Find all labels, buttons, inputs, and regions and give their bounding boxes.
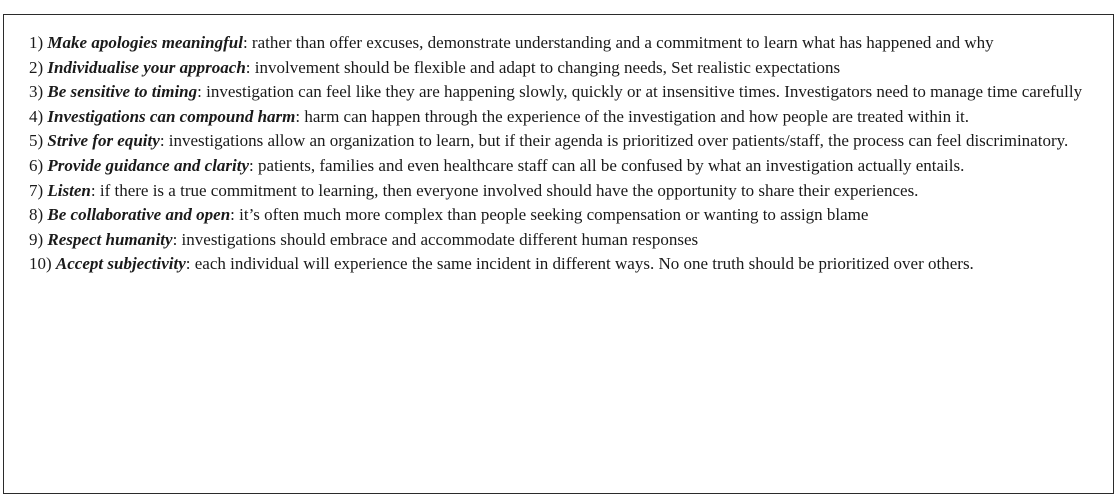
list-item [29, 129, 1097, 154]
item-title: Be collaborative and open [47, 205, 231, 225]
item-number: 4) [29, 106, 44, 126]
list-item [29, 179, 1097, 204]
item-title: Listen [47, 180, 91, 200]
item-title: Provide guidance and clarity [47, 155, 250, 175]
item-title: Individualise your approach [47, 57, 246, 77]
guidance-box [3, 14, 1114, 494]
list-item [29, 154, 1097, 179]
item-title: Respect humanity [47, 229, 173, 249]
item-number: 3) [29, 82, 44, 102]
list-item [29, 252, 1097, 277]
item-title: Make apologies meaningful [47, 33, 243, 52]
item-text: : if there is a true commitment to learning, then everyone involved should have the opportunity to share their experiences. [90, 180, 919, 200]
list-item [29, 228, 1097, 253]
item-text: : investigations should embrace and accommodate different human responses [172, 229, 699, 249]
item-number: 1) [29, 33, 44, 52]
item-number: 5) [29, 131, 44, 151]
list-item [29, 31, 1097, 56]
item-number: 2) [29, 57, 44, 77]
list-item [29, 203, 1097, 228]
list-item [29, 56, 1097, 81]
item-text: : each individual will experience the same incident in different ways. No one truth should be prioritized over others. [185, 254, 974, 274]
item-title: Accept subjectivity [55, 254, 186, 274]
item-number: 7) [29, 180, 44, 200]
item-text: : investigation can feel like they are happening slowly, quickly or at insensitive times. Investigators need to manage time carefully [197, 82, 1083, 102]
item-text: : it’s often much more complex than people seeking compensation or wanting to assign blame [230, 205, 869, 225]
item-title: Investigations can compound harm [47, 106, 296, 126]
item-number: 8) [29, 205, 44, 225]
item-number: 10) [29, 254, 52, 274]
item-text: : rather than offer excuses, demonstrate understanding and a commitment to learn what has happened and why [242, 33, 994, 52]
item-text: : harm can happen through the experience of the investigation and how people are treated within it. [295, 106, 970, 126]
list-item [29, 80, 1097, 105]
item-number: 6) [29, 155, 44, 175]
item-text: : patients, families and even healthcare staff can all be confused by what an investigation actually entails. [249, 155, 965, 175]
item-title: Strive for equity [47, 131, 160, 151]
item-number: 9) [29, 229, 44, 249]
item-title: Be sensitive to timing [47, 82, 198, 102]
item-text: : investigations allow an organization to learn, but if their agenda is prioritized over patients/staff, the process can feel discriminatory. [159, 131, 1069, 151]
list-item [29, 105, 1097, 130]
item-text: : involvement should be flexible and adapt to changing needs, Set realistic expectations [245, 57, 841, 77]
